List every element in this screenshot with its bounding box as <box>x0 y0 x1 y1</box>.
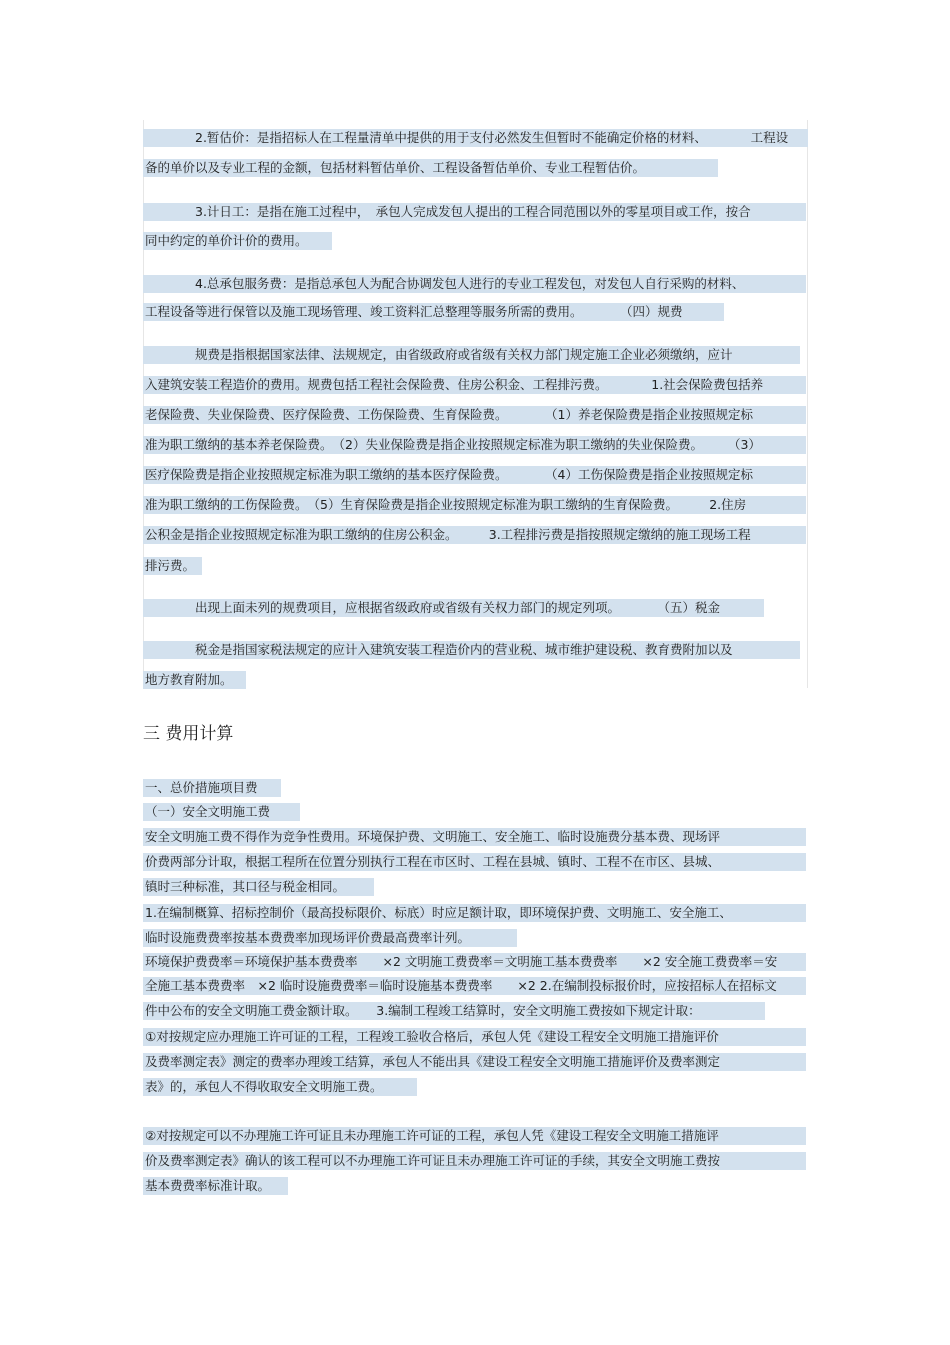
text-line: 工程设备等进行保管以及施工现场管理、竣工资料汇总整理等服务所需的费用。 （四）规费 <box>143 303 724 321</box>
text-line: 4.总承包服务费：是指总承包人为配合协调发包人进行的专业工程发包，对发包人自行采购的材料、 <box>143 275 806 293</box>
text-line: 安全文明施工费不得作为竞争性费用。环境保护费、文明施工、安全施工、临时设施费分基本费、现场评 <box>143 828 806 846</box>
text-line: 税金是指国家税法规定的应计入建筑安装工程造价内的营业税、城市维护建设税、教育费附加以及 <box>143 641 800 659</box>
text-line: 价费两部分计取，根据工程所在位置分别执行工程在市区时、工程在县城、镇时、工程不在市区、县城、 <box>143 853 806 871</box>
text-line: 及费率测定表》测定的费率办理竣工结算，承包人不能出具《建设工程安全文明施工措施评价及费率测定 <box>143 1053 806 1071</box>
text-line: 3.计日工：是指在施工过程中， 承包人完成发包人提出的工程合同范围以外的零星项目或工作，按合 <box>143 203 806 221</box>
text-line: 一、总价措施项目费 <box>143 779 281 797</box>
text-line: 出现上面未列的规费项目，应根据省级政府或省级有关权力部门的规定列项。 （五）税金 <box>143 599 764 617</box>
text-line: 同中约定的单价计价的费用。 <box>143 232 332 250</box>
text-line: ②对按规定可以不办理施工许可证且未办理施工许可证的工程，承包人凭《建设工程安全文明施工措施评 <box>143 1127 806 1145</box>
text-line: 环境保护费费率＝环境保护基本费费率 ×2 文明施工费费率＝文明施工基本费费率 ×2 安全施工费费率＝安 <box>143 953 806 971</box>
text-line: 临时设施费费率按基本费费率加现场评价费最高费率计列。 <box>143 929 517 947</box>
text-line: 公积金是指企业按照规定标准为职工缴纳的住房公积金。 3.工程排污费是指按照规定缴纳的施工现场工程 <box>143 526 806 544</box>
text-line: 件中公布的安全文明施工费金额计取。 3.编制工程竣工结算时，安全文明施工费按如下规定计取： <box>143 1002 765 1020</box>
text-line: 医疗保险费是指企业按照规定标准为职工缴纳的基本医疗保险费。 （4）工伤保险费是指企业按照规定标 <box>143 466 806 484</box>
text-line: 排污费。 <box>143 557 202 575</box>
text-line: 备的单价以及专业工程的金额，包括材料暂估单价、工程设备暂估单价、专业工程暂估价。 <box>143 159 718 177</box>
text-line: 地方教育附加。 <box>143 671 246 689</box>
text-line: 表》的，承包人不得收取安全文明施工费。 <box>143 1078 417 1096</box>
text-line: 价及费率测定表》确认的该工程可以不办理施工许可证且未办理施工许可证的手续，其安全文明施工费按 <box>143 1152 806 1170</box>
text-line: 1.在编制概算、招标控制价（最高投标限价、标底）时应足额计取，即环境保护费、文明施工、安全施工、 <box>143 904 806 922</box>
text-line: 准为职工缴纳的工伤保险费。 （5）生育保险费是指企业按照规定标准为职工缴纳的生育保险费。 2.住房 <box>143 496 806 514</box>
text-line: 全施工基本费费率 ×2 临时设施费费率＝临时设施基本费费率 ×2 2.在编制投标报价时，应按招标人在招标文 <box>143 977 806 995</box>
text-line: 准为职工缴纳的基本养老保险费。 （2）失业保险费是指企业按照规定标准为职工缴纳的失业保险费。 （3） <box>143 436 806 454</box>
text-line: 基本费费率标准计取。 <box>143 1177 288 1195</box>
text-line: （一）安全文明施工费 <box>143 803 300 821</box>
text-line: 2.暂估价：是指招标人在工程量清单中提供的用于支付必然发生但暂时不能确定价格的材料、 工程设 <box>143 129 808 147</box>
text-line: ①对按规定应办理施工许可证的工程，工程竣工验收合格后，承包人凭《建设工程安全文明施工措施评价 <box>143 1028 806 1046</box>
text-line: 规费是指根据国家法律、法规规定，由省级政府或省级有关权力部门规定施工企业必须缴纳，应计 <box>143 346 800 364</box>
text-line: 镇时三种标准，其口径与税金相同。 <box>143 878 374 896</box>
text-line: 老保险费、失业保险费、医疗保险费、工伤保险费、生育保险费。 （1）养老保险费是指企业按照规定标 <box>143 406 806 424</box>
text-line: 入建筑安装工程造价的费用。规费包括工程社会保险费、住房公积金、工程排污费。 1.社会保险费包括养 <box>143 376 806 394</box>
section-heading: 三 费用计算 <box>143 724 234 744</box>
